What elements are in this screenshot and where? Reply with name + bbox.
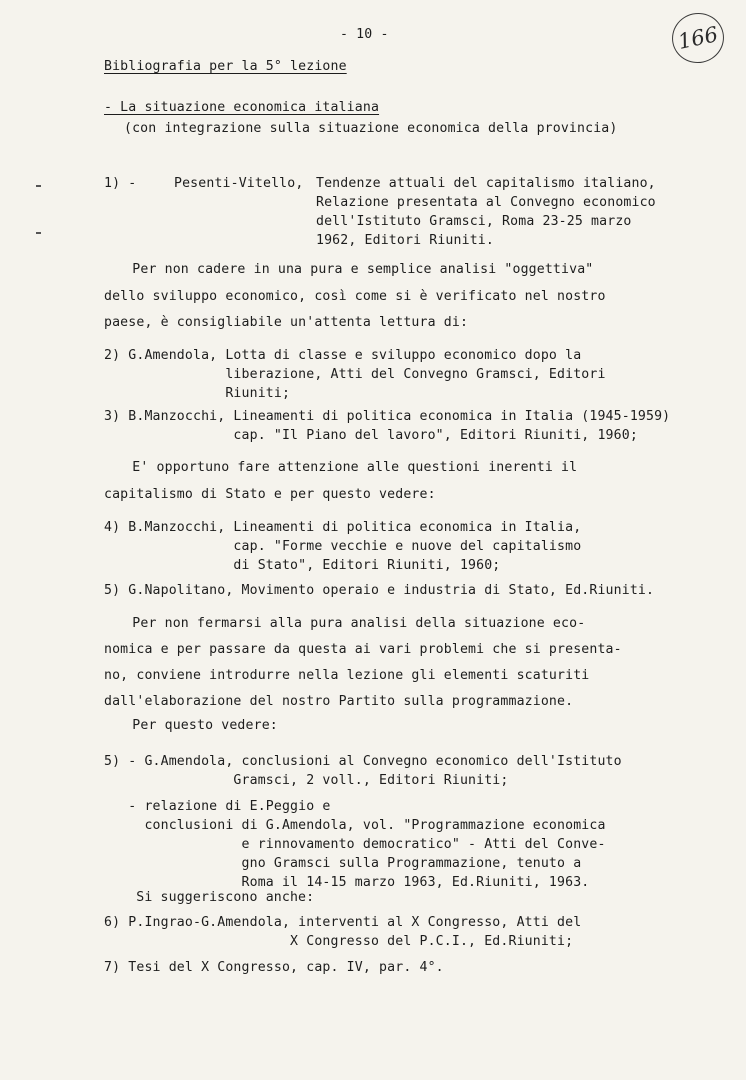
item-2-line: liberazione, Atti del Convegno Gramsci, Editori bbox=[104, 367, 606, 382]
paragraph-line: Per questo vedere: bbox=[108, 718, 278, 733]
paragraph-line: E' opportuno fare attenzione alle questioni inerenti il bbox=[108, 460, 578, 475]
item-2-line: 2) G.Amendola, Lotta di classe e sviluppo economico dopo la bbox=[104, 348, 582, 363]
item-2-line: Riuniti; bbox=[104, 386, 291, 401]
item-1-number: 1) - bbox=[104, 176, 137, 191]
item-7-line: Roma il 14-15 marzo 1963, Ed.Riuniti, 1963. bbox=[104, 875, 590, 890]
margin-mark bbox=[36, 185, 41, 187]
item-5-line: 5) G.Napolitano, Movimento operaio e industria di Stato, Ed.Riuniti. bbox=[104, 583, 655, 598]
paragraph-line: capitalismo di Stato e per questo vedere: bbox=[104, 487, 436, 502]
item-4-line: 4) B.Manzocchi, Lineamenti di politica economica in Italia, bbox=[104, 520, 582, 535]
archive-stamp: 166 bbox=[667, 8, 728, 68]
paragraph-line: nomica e per passare da questa ai vari problemi che si presenta- bbox=[104, 642, 622, 657]
item-1-line: dell'Istituto Gramsci, Roma 23-25 marzo bbox=[316, 214, 632, 229]
item-8-line: 6) P.Ingrao-G.Amendola, interventi al X Congresso, Atti del bbox=[104, 915, 582, 930]
item-1-author: Pesenti-Vitello, bbox=[174, 176, 304, 191]
item-3-line: cap. "Il Piano del lavoro", Editori Riuniti, 1960; bbox=[104, 428, 638, 443]
bibliography-title: Bibliografia per la 5° lezione bbox=[104, 59, 347, 74]
section-subtitle: - La situazione economica italiana bbox=[104, 100, 380, 115]
item-8-line: X Congresso del P.C.I., Ed.Riuniti; bbox=[104, 934, 574, 949]
item-7-line: gno Gramsci sulla Programmazione, tenuto a bbox=[104, 856, 582, 871]
item-4-line: cap. "Forme vecchie e nuove del capitalismo bbox=[104, 539, 582, 554]
item-4-line: di Stato", Editori Riuniti, 1960; bbox=[104, 558, 501, 573]
item-7-line: conclusioni di G.Amendola, vol. "Programmazione economica bbox=[104, 818, 606, 833]
item-1-line: Tendenze attuali del capitalismo italiano, bbox=[316, 176, 656, 191]
item-7-line: e rinnovamento democratico" - Atti del Conve- bbox=[104, 837, 606, 852]
item-6-line: Gramsci, 2 voll., Editori Riuniti; bbox=[104, 773, 509, 788]
paragraph-line: dello sviluppo economico, così come si è verificato nel nostro bbox=[104, 289, 606, 304]
item-7-line: - relazione di E.Peggio e bbox=[104, 799, 331, 814]
margin-mark bbox=[36, 232, 41, 234]
paragraph-line: paese, è consigliabile un'attenta lettura di: bbox=[104, 315, 469, 330]
page-number: - 10 - bbox=[340, 27, 389, 42]
paragraph-line: dall'elaborazione del nostro Partito sulla programmazione. bbox=[104, 694, 574, 709]
paragraph-line: Per non fermarsi alla pura analisi della situazione eco- bbox=[108, 616, 586, 631]
paragraph-line: no, conviene introdurre nella lezione gli elementi scaturiti bbox=[104, 668, 590, 683]
item-9-line: 7) Tesi del X Congresso, cap. IV, par. 4°. bbox=[104, 960, 444, 975]
paragraph-line: Si suggeriscono anche: bbox=[112, 890, 315, 905]
paragraph-line: Per non cadere in una pura e semplice analisi "oggettiva" bbox=[108, 262, 594, 277]
section-subtitle-note: (con integrazione sulla situazione economica della provincia) bbox=[124, 121, 618, 136]
item-3-line: 3) B.Manzocchi, Lineamenti di politica economica in Italia (1945-1959) bbox=[104, 409, 671, 424]
item-1-line: Relazione presentata al Convegno economico bbox=[316, 195, 656, 210]
item-6-line: 5) - G.Amendola, conclusioni al Convegno economico dell'Istituto bbox=[104, 754, 622, 769]
item-1-line: 1962, Editori Riuniti. bbox=[316, 233, 494, 248]
